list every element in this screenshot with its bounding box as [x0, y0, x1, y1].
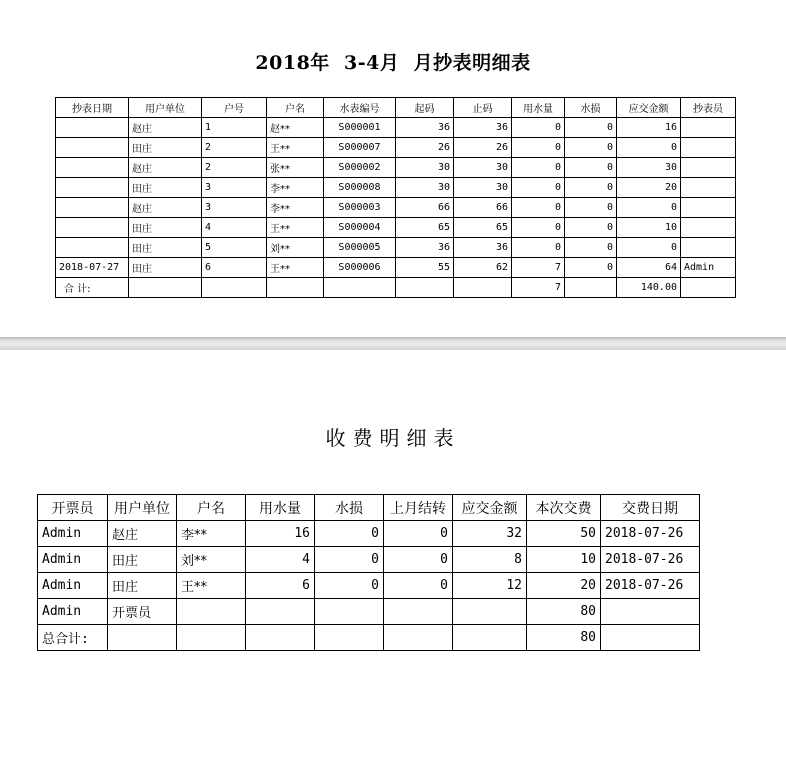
table-cell: 0	[512, 178, 565, 198]
table-cell: 李**	[177, 521, 246, 547]
table-cell	[453, 625, 527, 651]
header-cell: 户号	[202, 98, 267, 118]
table-cell: 0	[384, 547, 453, 573]
reading-report-title: 2018年 3-4月 月抄表明细表	[255, 52, 531, 74]
table-cell: Admin	[38, 521, 108, 547]
table-cell: 赵庄	[129, 158, 202, 178]
table-cell: 10	[527, 547, 601, 573]
table-cell: 王**	[177, 573, 246, 599]
table-cell: 3	[202, 178, 267, 198]
table-cell: 刘**	[177, 547, 246, 573]
table-cell: 张**	[267, 158, 324, 178]
table-row	[38, 521, 700, 547]
table-cell: 36	[454, 238, 512, 258]
table-cell: Admin	[38, 547, 108, 573]
table-cell	[454, 278, 512, 298]
table-cell: 66	[454, 198, 512, 218]
table-row	[38, 599, 700, 625]
table-cell: 80	[527, 599, 601, 625]
table-cell	[246, 625, 315, 651]
table-cell: 8	[453, 547, 527, 573]
header-cell: 交费日期	[601, 495, 700, 521]
table-cell: 26	[396, 138, 454, 158]
table-cell: 55	[396, 258, 454, 278]
table-cell	[681, 278, 736, 298]
table-cell: 田庄	[108, 547, 177, 573]
total-row	[56, 278, 736, 298]
table-cell	[384, 625, 453, 651]
table-cell	[202, 278, 267, 298]
table-cell	[56, 118, 129, 138]
table-cell: 6	[202, 258, 267, 278]
table-cell: 30	[396, 158, 454, 178]
table-cell: 0	[512, 158, 565, 178]
table-cell: Admin	[38, 599, 108, 625]
table-cell: 6	[246, 573, 315, 599]
table-cell: 0	[512, 198, 565, 218]
table-row	[56, 198, 736, 218]
table-cell: 李**	[267, 198, 324, 218]
table-row	[38, 547, 700, 573]
header-cell: 用水量	[512, 98, 565, 118]
header-cell: 抄表日期	[56, 98, 129, 118]
table-cell	[56, 178, 129, 198]
table-cell: S000002	[324, 158, 396, 178]
table-row	[56, 238, 736, 258]
table-cell: 2018-07-26	[601, 573, 700, 599]
table-cell: 刘**	[267, 238, 324, 258]
table-cell: 140.00	[617, 278, 681, 298]
table-row	[56, 258, 736, 278]
page-separator	[0, 337, 786, 350]
table-cell: 0	[315, 547, 384, 573]
table-cell: 赵庄	[129, 118, 202, 138]
table-cell	[681, 198, 736, 218]
table-cell: 2018-07-27	[56, 258, 129, 278]
table-cell	[681, 238, 736, 258]
table-cell: 5	[202, 238, 267, 258]
table-cell	[177, 625, 246, 651]
table-cell: 0	[565, 178, 617, 198]
table-cell: 0	[315, 573, 384, 599]
table-cell: 赵**	[267, 118, 324, 138]
table-row	[56, 158, 736, 178]
table-cell: 62	[454, 258, 512, 278]
table-cell: 16	[617, 118, 681, 138]
table-cell: S000008	[324, 178, 396, 198]
table-cell	[56, 158, 129, 178]
table-cell: 王**	[267, 258, 324, 278]
table-cell: 0	[565, 218, 617, 238]
header-cell: 开票员	[38, 495, 108, 521]
table-cell: 开票员	[108, 599, 177, 625]
header-cell: 上月结转	[384, 495, 453, 521]
table-cell: 1	[202, 118, 267, 138]
table-cell: S000003	[324, 198, 396, 218]
table-cell: 田庄	[108, 573, 177, 599]
table-cell: 0	[565, 138, 617, 158]
table-cell: 7	[512, 258, 565, 278]
table-cell: 0	[384, 521, 453, 547]
header-cell: 户名	[267, 98, 324, 118]
table-cell: 12	[453, 573, 527, 599]
table-cell: 4	[202, 218, 267, 238]
table-cell	[129, 278, 202, 298]
total-row	[38, 625, 700, 651]
table-cell: 30	[617, 158, 681, 178]
table-cell: 0	[384, 573, 453, 599]
table-cell: 3	[202, 198, 267, 218]
header-cell: 应交金额	[617, 98, 681, 118]
reading-header-row	[56, 98, 736, 118]
table-cell: 36	[454, 118, 512, 138]
header-cell: 抄表员	[681, 98, 736, 118]
table-cell: 64	[617, 258, 681, 278]
table-cell: 王**	[267, 138, 324, 158]
table-cell	[681, 138, 736, 158]
table-cell: 王**	[267, 218, 324, 238]
table-cell: 合 计:	[56, 278, 129, 298]
table-cell: 36	[396, 238, 454, 258]
table-cell: 0	[512, 218, 565, 238]
reading-detail-table	[55, 97, 736, 298]
table-cell: 赵庄	[129, 198, 202, 218]
fee-detail-table	[37, 494, 700, 651]
table-cell: 李**	[267, 178, 324, 198]
header-cell: 应交金额	[453, 495, 527, 521]
table-cell: 田庄	[129, 178, 202, 198]
table-cell: 32	[453, 521, 527, 547]
table-cell: 66	[396, 198, 454, 218]
table-cell	[384, 599, 453, 625]
table-cell: 0	[565, 198, 617, 218]
table-cell: 0	[565, 118, 617, 138]
table-cell	[56, 218, 129, 238]
header-cell: 用户单位	[108, 495, 177, 521]
header-cell: 起码	[396, 98, 454, 118]
table-cell: 0	[512, 118, 565, 138]
table-row	[56, 118, 736, 138]
table-cell	[681, 218, 736, 238]
table-cell: 65	[396, 218, 454, 238]
table-cell: 10	[617, 218, 681, 238]
fee-report-title: 收费明细表	[325, 426, 461, 450]
table-cell: 赵庄	[108, 521, 177, 547]
table-cell: 0	[315, 521, 384, 547]
header-cell: 本次交费	[527, 495, 601, 521]
table-cell: 20	[617, 178, 681, 198]
header-cell: 止码	[454, 98, 512, 118]
table-cell: S000006	[324, 258, 396, 278]
table-cell	[396, 278, 454, 298]
header-cell: 用户单位	[129, 98, 202, 118]
table-cell: 30	[454, 158, 512, 178]
table-cell: 田庄	[129, 238, 202, 258]
table-row	[56, 138, 736, 158]
table-cell: 2018-07-26	[601, 547, 700, 573]
table-cell	[681, 118, 736, 138]
table-cell	[267, 278, 324, 298]
table-cell: 20	[527, 573, 601, 599]
table-cell	[315, 599, 384, 625]
table-cell: 36	[396, 118, 454, 138]
table-cell: 2	[202, 138, 267, 158]
table-cell: Admin	[681, 258, 736, 278]
table-cell: 65	[454, 218, 512, 238]
table-cell: 0	[565, 158, 617, 178]
table-cell: S000001	[324, 118, 396, 138]
table-cell: S000004	[324, 218, 396, 238]
fee-report-page	[0, 350, 786, 773]
header-cell: 水损	[315, 495, 384, 521]
table-cell	[177, 599, 246, 625]
table-cell	[324, 278, 396, 298]
table-cell: 7	[512, 278, 565, 298]
table-row	[38, 573, 700, 599]
table-cell	[315, 625, 384, 651]
table-cell: 0	[512, 138, 565, 158]
table-cell: 0	[617, 238, 681, 258]
table-cell: 4	[246, 547, 315, 573]
table-cell: 0	[565, 258, 617, 278]
table-cell	[601, 599, 700, 625]
header-cell: 水表编号	[324, 98, 396, 118]
reading-report-page	[0, 0, 786, 337]
table-cell: S000005	[324, 238, 396, 258]
fee-header-row	[38, 495, 700, 521]
table-cell: 30	[396, 178, 454, 198]
header-cell: 水损	[565, 98, 617, 118]
table-cell: 0	[617, 198, 681, 218]
table-cell: 30	[454, 178, 512, 198]
table-row	[56, 178, 736, 198]
table-cell: 0	[565, 238, 617, 258]
table-cell: 50	[527, 521, 601, 547]
table-cell: S000007	[324, 138, 396, 158]
table-cell	[601, 625, 700, 651]
table-cell: 2018-07-26	[601, 521, 700, 547]
table-cell	[453, 599, 527, 625]
header-cell: 户名	[177, 495, 246, 521]
table-cell: 2	[202, 158, 267, 178]
table-cell: 田庄	[129, 138, 202, 158]
table-cell	[108, 625, 177, 651]
table-cell: 田庄	[129, 218, 202, 238]
table-cell: 田庄	[129, 258, 202, 278]
header-cell: 用水量	[246, 495, 315, 521]
table-cell: 总合计:	[38, 625, 108, 651]
table-cell	[56, 138, 129, 158]
table-cell	[565, 278, 617, 298]
table-cell	[56, 238, 129, 258]
table-cell: 0	[617, 138, 681, 158]
table-cell	[246, 599, 315, 625]
table-cell	[681, 178, 736, 198]
table-cell: 16	[246, 521, 315, 547]
table-cell: 80	[527, 625, 601, 651]
table-cell: 26	[454, 138, 512, 158]
table-cell: Admin	[38, 573, 108, 599]
table-cell: 0	[512, 238, 565, 258]
table-cell	[681, 158, 736, 178]
table-cell	[56, 198, 129, 218]
table-row	[56, 218, 736, 238]
